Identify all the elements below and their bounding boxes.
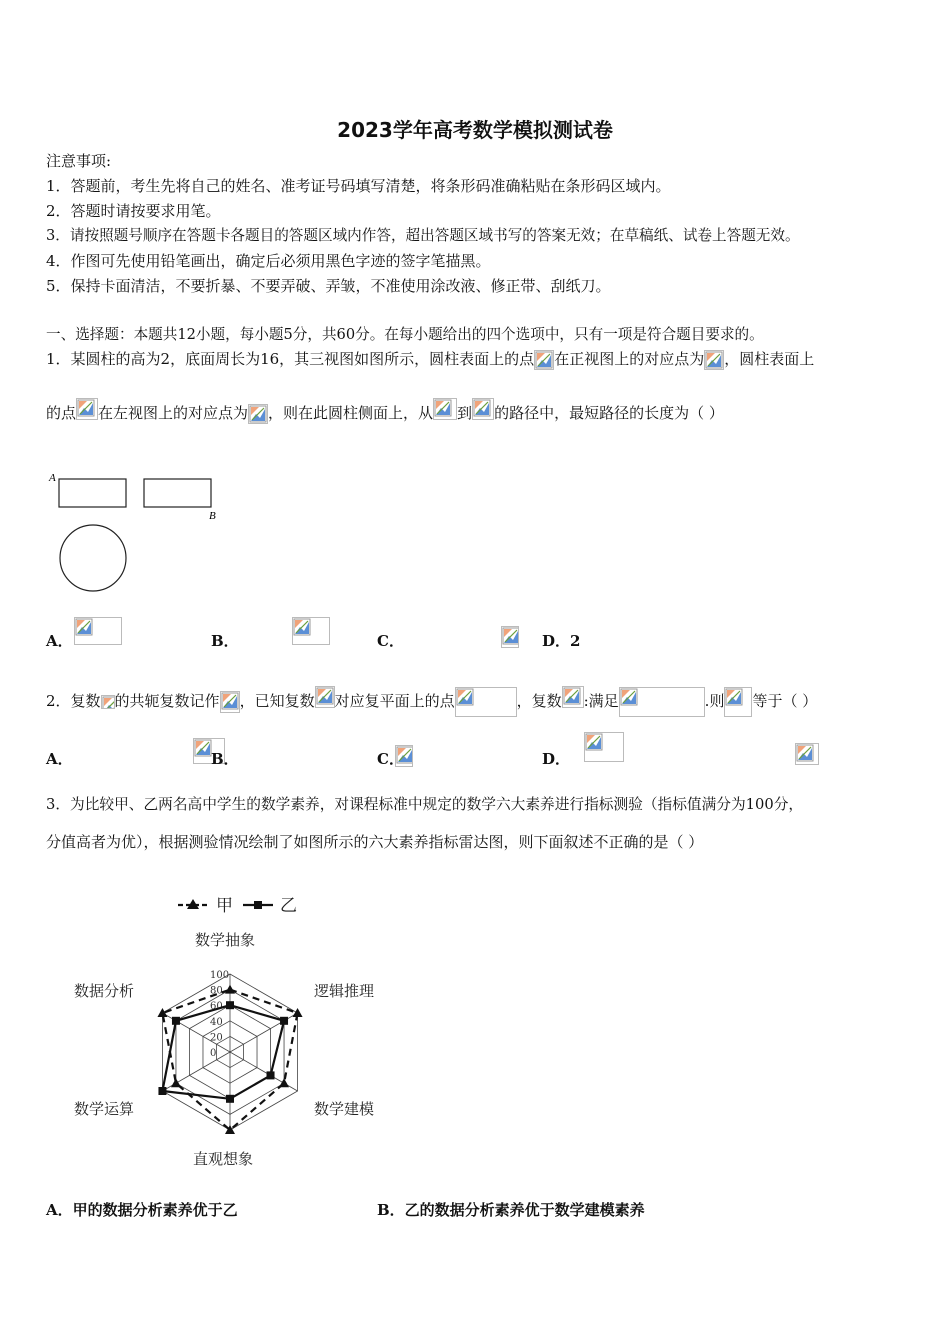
q1-text: 的路径中，最短路径的长度为（ ） [494, 404, 724, 422]
q1-text: 在左视图上的对应点为 [98, 404, 249, 422]
broken-image-icon [501, 626, 519, 648]
radar-point-triangle [225, 985, 235, 994]
option-label: B． [211, 750, 239, 768]
q2-text: 等于（ ） [752, 692, 818, 710]
q1-option-b [211, 631, 239, 651]
broken-image-icon [315, 686, 335, 708]
top-view-circle [60, 525, 126, 591]
radar-point-triangle [171, 1078, 181, 1087]
q1-line2 [46, 398, 724, 428]
q1-text: ，则在此圆柱侧面上，从 [268, 404, 434, 422]
broken-image-icon [724, 687, 752, 717]
q2-text: 的共轭复数记作 [114, 692, 220, 710]
legend-label: 乙 [280, 896, 297, 916]
q2-text: 2．复数 [46, 692, 101, 710]
radar-axis-label: 数学建模 [314, 1100, 375, 1118]
q2-text: ，已知复数 [239, 692, 315, 710]
radar-point-square [226, 1095, 234, 1103]
radar-point-square [267, 1071, 275, 1079]
q2-option-b [211, 749, 239, 769]
q2-text: 对应复平面上的点 [334, 692, 455, 710]
q2-option-c [377, 749, 404, 769]
radar-tick-label: 0 [210, 1048, 217, 1059]
option-text: A．甲的数据分析素养优于乙 [46, 1201, 238, 1219]
broken-image-icon [584, 732, 624, 762]
option-label: A． [46, 632, 73, 650]
radar-point-square [172, 1017, 180, 1025]
notice-item: 1．答题前，考生先将自己的姓名、准考证号码填写清楚，将条形码准确粘贴在条形码区域内。 [46, 177, 671, 195]
notice-item: 5．保持卡面清洁，不要折暴、不要弄破、弄皱，不准使用涂改液、修正带、刮纸刀。 [46, 277, 611, 295]
q2-text: .则 [704, 692, 725, 710]
broken-image-icon [619, 687, 705, 717]
broken-image-icon [455, 687, 517, 717]
radar-point-triangle [279, 1078, 289, 1087]
radar-axis-label: 数据分析 [74, 982, 135, 1000]
q2-option-a [46, 749, 73, 769]
q1-text: ，圆柱表面上 [724, 350, 815, 368]
q3-option-a [46, 1200, 238, 1220]
radar-tick-label: 80 [210, 985, 223, 997]
radar-tick-label: 20 [210, 1032, 223, 1044]
q2-text: :满足 [583, 692, 619, 710]
q1-three-view-figure [46, 468, 226, 598]
q1-option-a [46, 631, 73, 651]
radar-tick-label: 100 [210, 970, 230, 981]
front-view-rect [59, 479, 126, 507]
broken-image-icon [220, 691, 240, 713]
side-view-rect [144, 479, 211, 507]
q1-option-c [377, 631, 404, 651]
q1-line1 [46, 349, 814, 370]
q1-text: 到 [457, 404, 473, 422]
radar-point-square [280, 1017, 288, 1025]
notice-item: 3．请按照题号顺序在答题卡各题目的答题区域内作答，超出答题区域书写的答案无效；在草稿纸、试卷上答题无效。 [46, 227, 800, 244]
broken-image-icon [292, 617, 330, 645]
radar-point-triangle [293, 1008, 303, 1017]
q2-line [46, 686, 817, 717]
broken-image-icon [562, 686, 584, 708]
q1-text: 1．某圆柱的高为2，底面周长为16，其三视图如图所示，圆柱表面上的点 [46, 350, 535, 368]
q2-option-d [542, 749, 570, 769]
radar-series-line [162, 1005, 284, 1099]
option-label: C． [377, 750, 404, 768]
radar-point-square [226, 1001, 234, 1009]
point-a-label: A [49, 472, 56, 484]
radar-axis-label: 数学运算 [74, 1100, 135, 1118]
broken-image-icon [704, 350, 724, 370]
radar-tick-label: 60 [210, 1001, 223, 1013]
notice-heading: 注意事项: [46, 152, 112, 170]
broken-image-icon [101, 695, 115, 709]
option-label: B． [211, 632, 239, 650]
option-label: A． [46, 750, 73, 768]
option-label: C． [377, 632, 404, 650]
q3-line2: 分值高者为优），根据测验情况绘制了如图所示的六大素养指标雷达图，则下面叙述不正确的是（ ） [46, 833, 704, 851]
q1-text: 在正视图上的对应点为 [554, 350, 705, 368]
broken-image-icon [472, 398, 494, 420]
point-b-label: B [209, 510, 216, 522]
notice-item: 4．作图可先使用铅笔画出，确定后必须用黑色字迹的签字笔描黑。 [46, 252, 491, 270]
radar-axis-label: 数学抽象 [195, 931, 256, 949]
radar-axis-label: 逻辑推理 [314, 982, 375, 1000]
option-text: B．乙的数据分析素养优于数学建模素养 [377, 1201, 645, 1219]
q3-option-b [377, 1200, 645, 1220]
notice-item: 2．答题时请按要求用笔。 [46, 202, 221, 220]
option-label: D． [542, 750, 571, 768]
broken-image-icon [76, 398, 98, 420]
broken-image-icon [795, 743, 819, 765]
q2-text: ，复数 [516, 692, 562, 710]
broken-image-icon [74, 617, 122, 645]
broken-image-icon [534, 350, 554, 370]
q1-option-d: D．2 [542, 632, 581, 650]
broken-image-icon [248, 404, 268, 424]
legend-label: 甲 [216, 896, 233, 916]
q1-text: 的点 [46, 404, 77, 422]
broken-image-icon [433, 398, 457, 420]
radar-axis-label: 直观想象 [193, 1150, 254, 1168]
section-heading: 一、选择题：本题共12小题，每小题5分，共60分。在每小题给出的四个选项中，只有一项是符合题目要求的。 [46, 326, 764, 343]
page-title: 2023学年高考数学模拟测试卷 [337, 118, 613, 142]
radar-chart [60, 885, 400, 1175]
q3-line1: 3．为比较甲、乙两名高中学生的数学素养，对课程标准中规定的数学六大素养进行指标测验（指标值满分为100分， [46, 796, 804, 813]
radar-tick-label: 40 [210, 1016, 223, 1028]
radar-point-square [158, 1087, 166, 1095]
legend-marker-square [254, 901, 262, 909]
